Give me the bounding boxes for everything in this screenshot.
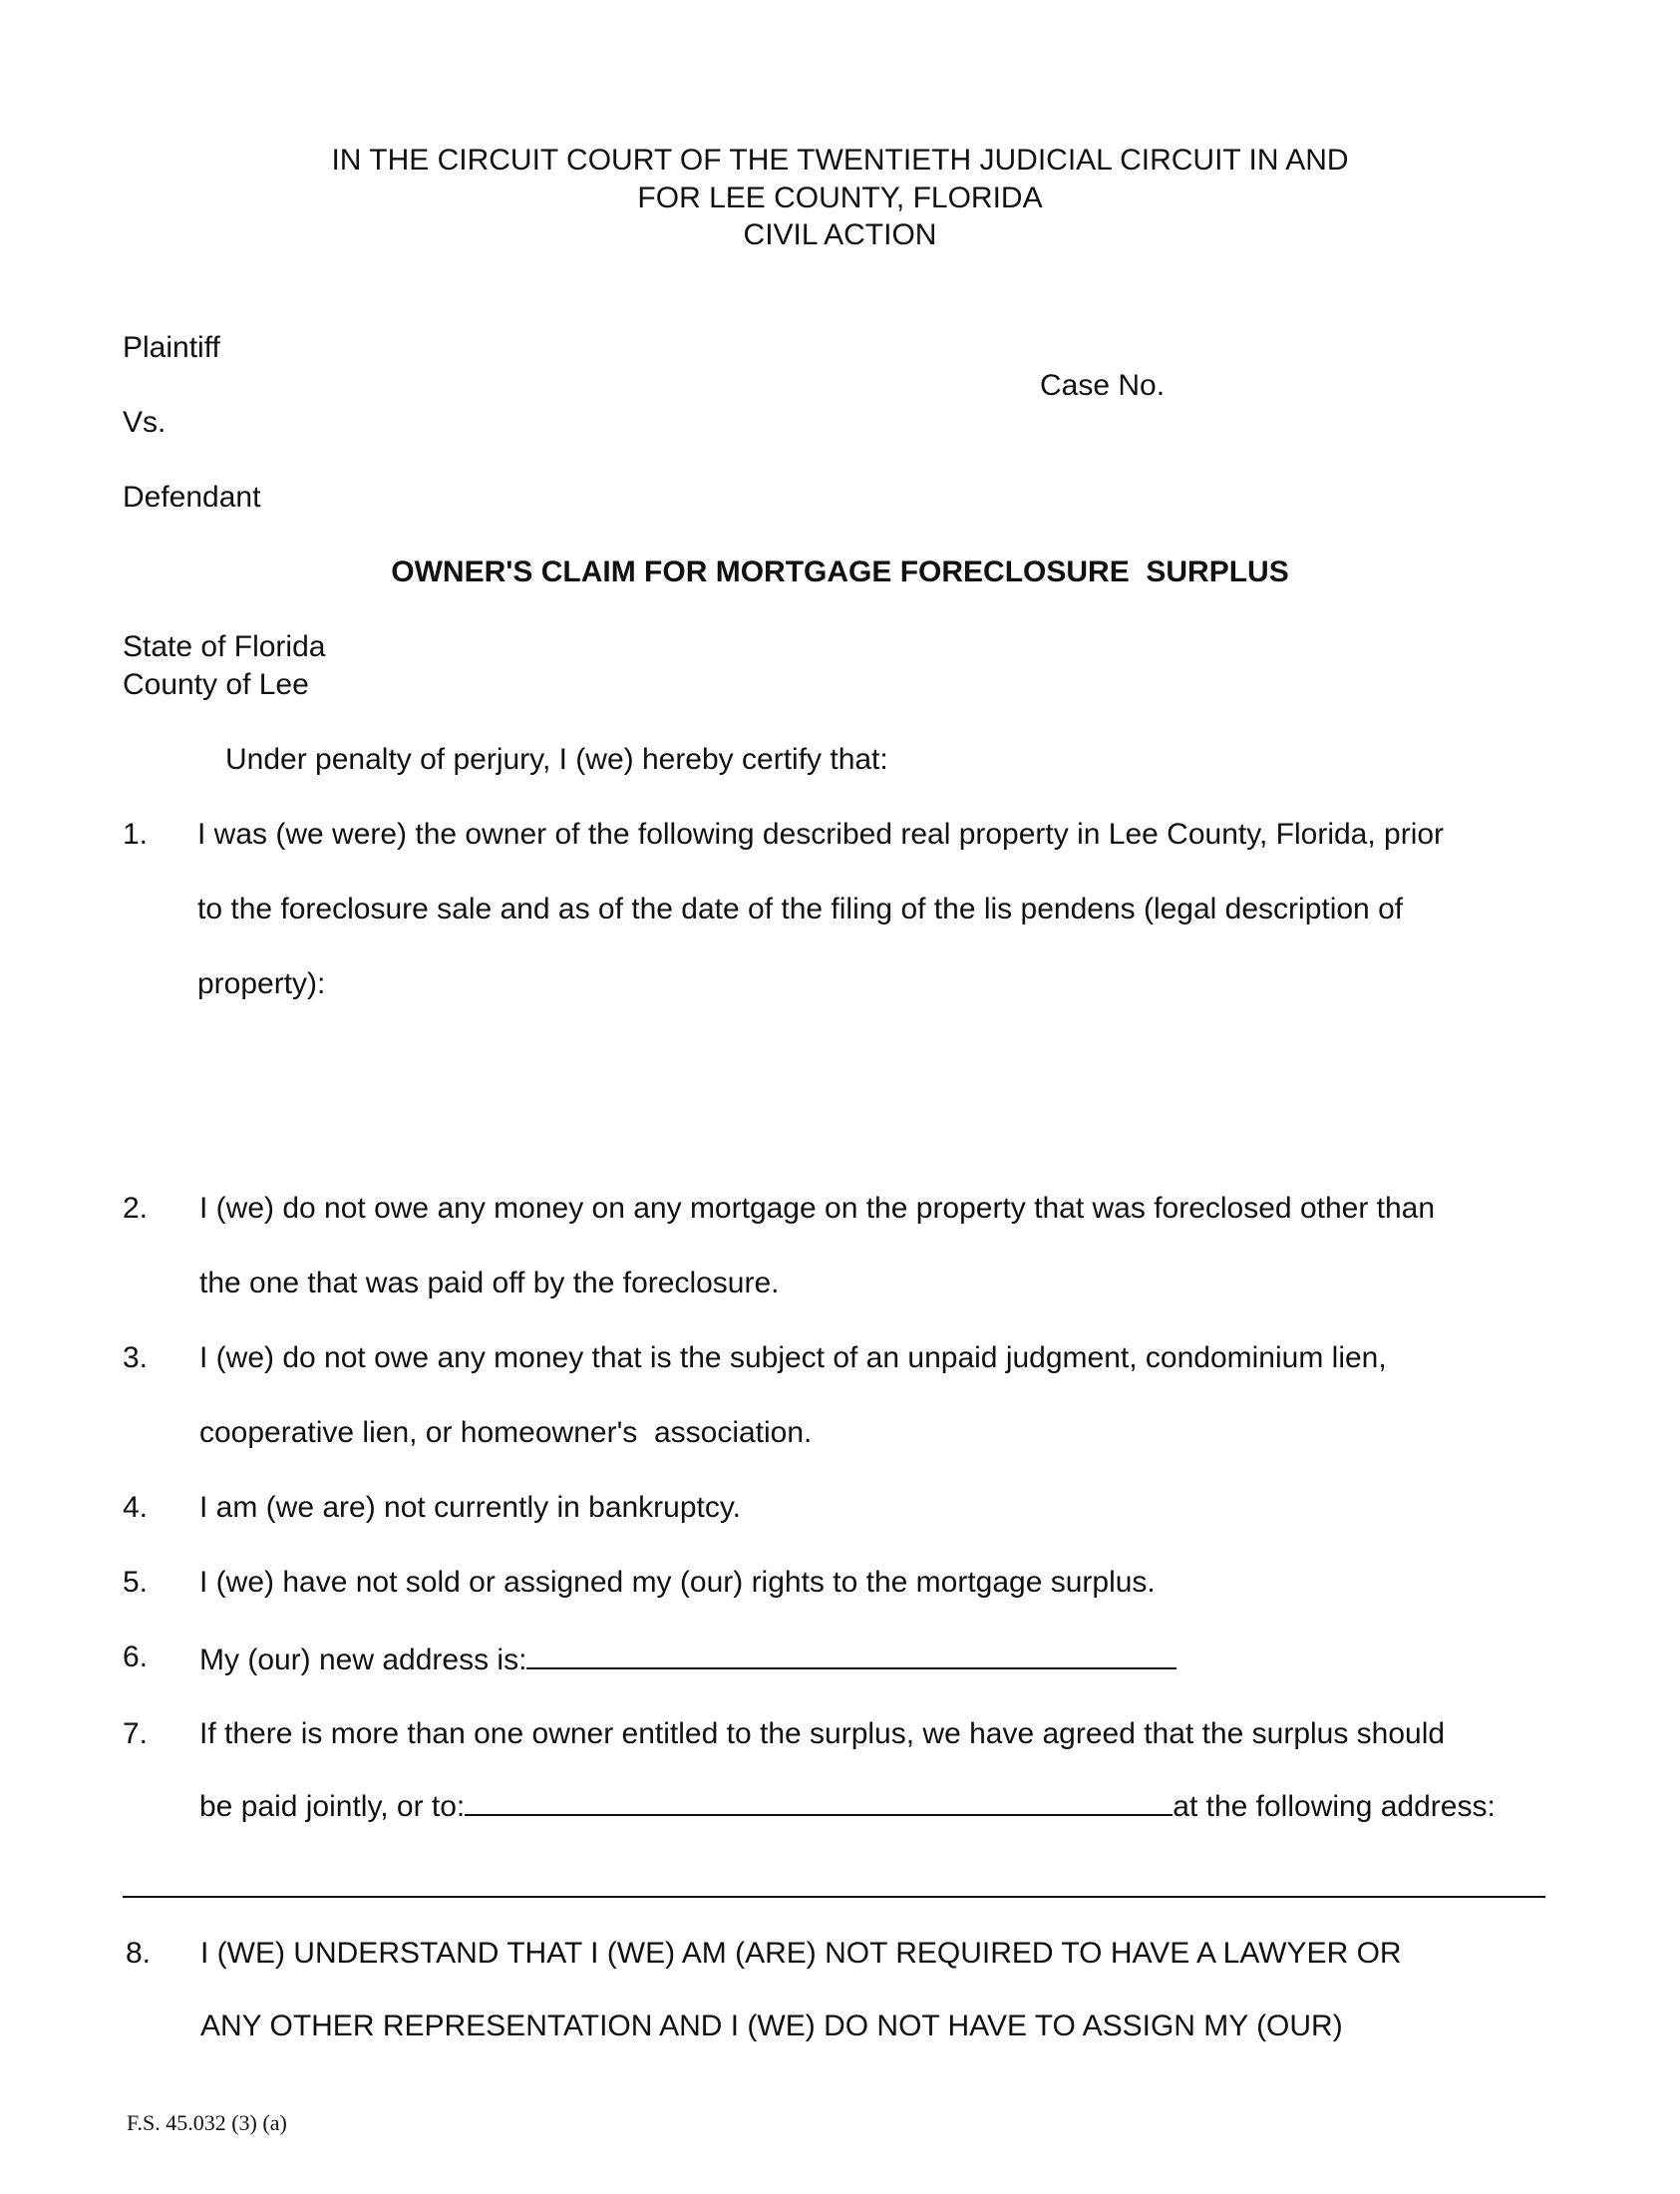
item-6-line-1 — [199, 1640, 1176, 1678]
item-4-line-1: I am (we are) not currently in bankruptcy. — [199, 1491, 741, 1524]
paid-to-label: be paid jointly, or to: — [199, 1790, 466, 1823]
item-7-line-1: If there is more than one owner entitled to the surplus, we have agreed that the surplus should — [199, 1717, 1446, 1750]
new-address-label: My (our) new address is: — [199, 1644, 527, 1676]
document-title: OWNER'S CLAIM FOR MORTGAGE FORECLOSURE SURPLUS — [391, 555, 1289, 588]
item-5-line-1: I (we) have not sold or assigned my (our) rights to the mortgage surplus. — [199, 1566, 1156, 1599]
item-3-line-1: I (we) do not owe any money that is the subject of an unpaid judgment, condominium lien, — [199, 1341, 1387, 1374]
item-number: 7. — [123, 1717, 149, 1750]
statute-reference: F.S. 45.032 (3) (a) — [127, 2110, 287, 2135]
defendant-label: Defendant — [123, 481, 261, 514]
joint-address-blank[interactable] — [123, 1896, 1545, 1898]
item-7-line-2 — [199, 1786, 1496, 1825]
court-header-line-1: IN THE CIRCUIT COURT OF THE TWENTIETH JUDICIAL CIRCUIT IN AND — [331, 144, 1349, 177]
item-3-line-2: cooperative lien, or homeowner's association. — [199, 1416, 813, 1449]
item-1-line-1: I was (we were) the owner of the following described real property in Lee County, Florida, prior — [197, 818, 1445, 851]
item-number: 6. — [123, 1641, 149, 1673]
item-number: 8. — [126, 1937, 152, 1970]
item-number: 4. — [123, 1491, 149, 1524]
item-8-line-1: I (WE) UNDERSTAND THAT I (WE) AM (ARE) NOT REQUIRED TO HAVE A LAWYER OR — [200, 1937, 1402, 1970]
item-number: 3. — [123, 1341, 149, 1374]
plaintiff-label: Plaintiff — [123, 331, 220, 364]
item-1-line-2: to the foreclosure sale and as of the date of the filing of the lis pendens (legal description of — [197, 893, 1404, 925]
following-address-label: at the following address: — [1173, 1790, 1496, 1823]
item-2-line-1: I (we) do not owe any money on any mortgage on the property that was foreclosed other than — [199, 1192, 1436, 1225]
court-header-line-3: CIVIL ACTION — [743, 218, 937, 251]
item-number: 5. — [123, 1566, 149, 1599]
new-address-blank[interactable] — [526, 1640, 1176, 1669]
item-1-line-3: property): — [197, 967, 326, 1000]
venue-state: State of Florida — [123, 630, 326, 663]
payee-blank[interactable] — [465, 1786, 1173, 1816]
court-header-line-2: FOR LEE COUNTY, FLORIDA — [637, 182, 1043, 214]
item-number: 1. — [123, 818, 149, 851]
item-number: 2. — [123, 1192, 149, 1225]
case-number-label: Case No. — [1040, 369, 1166, 402]
certification-intro: Under penalty of perjury, I (we) hereby certify that: — [225, 743, 888, 776]
venue-county: County of Lee — [123, 668, 309, 701]
item-8-line-2: ANY OTHER REPRESENTATION AND I (WE) DO NOT HAVE TO ASSIGN MY (OUR) — [200, 2010, 1343, 2042]
item-2-line-2: the one that was paid off by the foreclosure. — [199, 1267, 780, 1299]
versus-label: Vs. — [123, 406, 167, 439]
